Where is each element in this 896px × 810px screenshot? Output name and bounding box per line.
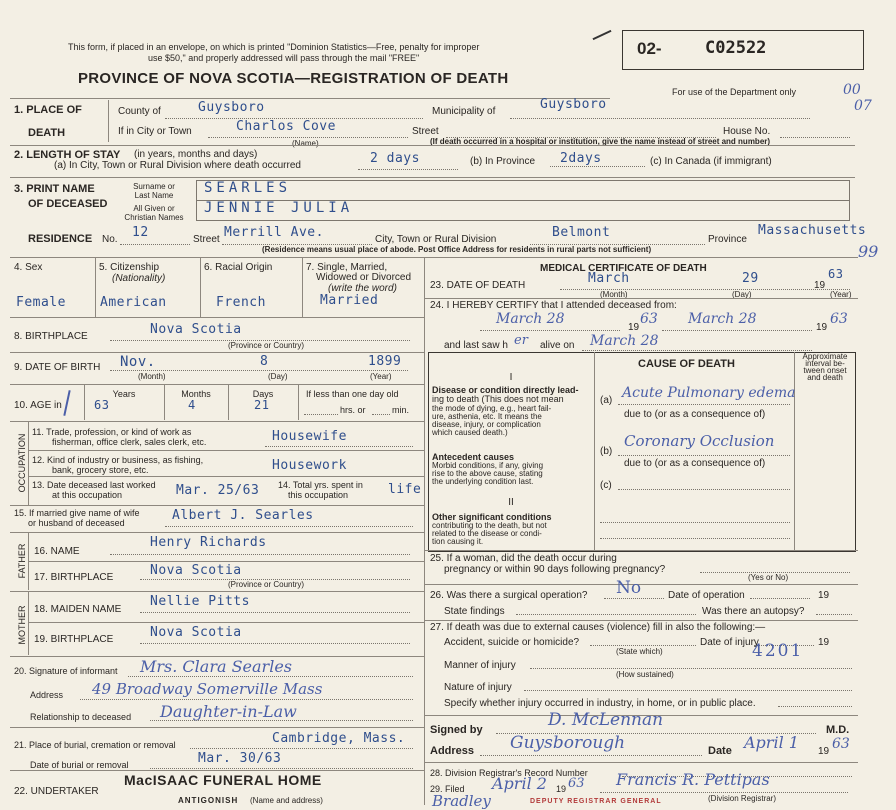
- registration-prefix: 02-: [637, 39, 662, 58]
- state-findings-label: State findings: [444, 606, 505, 617]
- filed-year-prefix: 19: [556, 784, 567, 794]
- manner-code: 4201: [752, 641, 804, 661]
- cause-a-label: (a): [600, 395, 613, 406]
- stay-province-value: 2days: [560, 151, 602, 166]
- city-town-value: Charlos Cove: [236, 119, 336, 134]
- interval-label-4: and death: [807, 373, 843, 382]
- mother-birthplace-label: 19. BIRTHPLACE: [34, 634, 114, 645]
- relationship-value: Daughter-in-Law: [160, 702, 297, 721]
- q25-yes-no-hint: (Yes or No): [748, 573, 789, 582]
- marital-label-3: (write the word): [328, 283, 397, 294]
- death-year: 63: [828, 267, 844, 281]
- surname-label-1: Surname or: [133, 182, 175, 191]
- signed-by-label: Signed by: [430, 724, 483, 736]
- father-birthplace-value: Nova Scotia: [150, 563, 242, 578]
- undertaker-hint: (Name and address): [250, 796, 323, 805]
- racial-origin-label: 6. Racial Origin: [204, 262, 273, 273]
- place-of-death-label: 1. PLACE OF: [14, 104, 82, 116]
- last-worked-label-1: 13. Date deceased last worked: [32, 480, 156, 490]
- father-name-label: 16. NAME: [34, 546, 80, 557]
- form-title: PROVINCE OF NOVA SCOTIA—REGISTRATION OF DEATH: [78, 70, 509, 87]
- part-one-label: I: [509, 372, 513, 383]
- attended-to-year: 63: [830, 311, 848, 327]
- other-label-4: tion causing it.: [432, 537, 484, 546]
- last-saw-label: and last saw h: [444, 340, 508, 351]
- birthplace-hint: (Province or Country): [228, 341, 305, 350]
- house-no-label: House No.: [723, 126, 771, 137]
- residence-street-value: Merrill Ave.: [224, 225, 324, 240]
- attended-to-year-prefix: 19: [816, 322, 828, 333]
- q25-label-1: 25. If a woman, did the death occur during: [430, 553, 617, 564]
- birthplace-label: 8. BIRTHPLACE: [14, 331, 88, 342]
- autopsy-label: Was there an autopsy?: [702, 606, 805, 617]
- specify-label: Specify whether injury occurred in industry, in home, or in public place.: [444, 698, 756, 709]
- residence-no-value: 12: [132, 225, 149, 240]
- death-year-hint: (Year): [830, 290, 852, 299]
- medical-certificate-title: MEDICAL CERTIFICATE OF DEATH: [540, 263, 707, 274]
- death-year-prefix: 19: [814, 280, 826, 291]
- length-of-stay-hint: (in years, months and days): [134, 149, 258, 160]
- disease-label-6: which caused death.): [432, 428, 508, 437]
- antecedent-label-4: the underlying condition last.: [432, 477, 534, 486]
- informant-signature: Mrs. Clara Searles: [140, 657, 292, 676]
- mother-maiden-value: Nellie Pitts: [150, 594, 250, 609]
- father-name-value: Henry Richards: [150, 535, 267, 550]
- spouse-label-1: 15. If married give name of wife: [14, 508, 140, 518]
- residence-label: RESIDENCE: [28, 233, 93, 245]
- registration-number: C02522: [705, 38, 767, 58]
- nature-label: Nature of injury: [444, 682, 512, 693]
- spouse-label-2: or husband of deceased: [28, 518, 125, 528]
- signature-year-prefix: 19: [818, 746, 830, 757]
- cause-of-death-title: CAUSE OF DEATH: [638, 358, 735, 370]
- citizenship-value: American: [100, 295, 167, 310]
- margin-mark-00: 00: [843, 82, 861, 98]
- death-day: 29: [742, 271, 759, 286]
- filed-label: 29. Filed: [430, 784, 465, 794]
- signature-date: April 1: [744, 733, 799, 752]
- death-month-hint: (Month): [600, 290, 628, 299]
- alive-on-label: alive on: [540, 340, 575, 351]
- registrar-record-label: 28. Division Registrar's Record Number: [430, 768, 588, 778]
- registrar-signature: Francis R. Pettipas: [616, 770, 770, 789]
- informant-address: 49 Broadway Somerville Mass: [92, 680, 323, 698]
- margin-mark-07: 07: [854, 98, 872, 114]
- total-years-label-2: this occupation: [288, 490, 349, 500]
- antecedent-label-3: rise to the above cause, stating: [432, 469, 543, 478]
- age-years-value: 63: [94, 398, 110, 412]
- dob-month: Nov.: [120, 354, 156, 370]
- dob-year: 1899: [368, 354, 402, 369]
- disease-label-1: Disease or condition directly lead-: [432, 385, 579, 395]
- residence-city-label: City, Town or Rural Division: [375, 234, 497, 245]
- age-years-label: Years: [112, 389, 136, 399]
- physician-address-label: Address: [430, 745, 475, 757]
- trade-value: Housewife: [272, 429, 347, 444]
- burial-date-value: Mar. 30/63: [198, 751, 282, 766]
- of-deceased-label: OF DECEASED: [28, 198, 108, 210]
- other-label-2: contributing to the death, but not: [432, 521, 547, 530]
- stay-city-label: (a) In City, Town or Rural Division where death occurred: [54, 160, 301, 171]
- certify-label: 24. I HEREBY CERTIFY that I attended deceased from:: [430, 300, 677, 311]
- cause-a-value: Acute Pulmonary edema: [622, 385, 796, 401]
- last-worked-value: Mar. 25/63: [176, 483, 260, 498]
- postal-notice-line2: use $50," and properly addressed will pass through the mail "FREE": [148, 53, 420, 63]
- disease-label-4: ure, asthenia, etc. It means the: [432, 412, 542, 421]
- burial-place-label: 21. Place of burial, cremation or removal: [14, 740, 176, 750]
- mother-side-label: MOTHER: [17, 605, 27, 645]
- undertaker-name: MacISAAC FUNERAL HOME: [124, 772, 322, 788]
- dob-month-hint: (Month): [138, 372, 166, 381]
- racial-origin-value: French: [216, 295, 266, 310]
- citizenship-hint: (Nationality): [112, 273, 166, 284]
- q27-label: 27. If death was due to external causes (violence) fill in also the following:—: [430, 622, 766, 633]
- minutes-label: min.: [392, 405, 410, 415]
- total-years-label-1: 14. Total yrs. spent in: [278, 480, 363, 490]
- physician-address: Guysborough: [510, 733, 626, 753]
- other-label-3: related to the disease or condi-: [432, 529, 542, 538]
- physician-signature: D. McLennan: [548, 710, 664, 730]
- industry-label-1: 12. Kind of industry or business, as fishing,: [32, 455, 204, 465]
- last-saw-her: er: [514, 333, 528, 348]
- signature-date-label: Date: [708, 745, 732, 757]
- q26-label: 26. Was there a surgical operation?: [430, 590, 588, 601]
- filed-date: April 2: [492, 774, 547, 793]
- sex-value: Female: [16, 295, 66, 310]
- municipality-value: Guysboro: [540, 97, 607, 112]
- marital-label-2: Widowed or Divorced: [316, 272, 412, 283]
- less-than-day-label: If less than one day old: [306, 389, 399, 399]
- accident-label: Accident, suicide or homicide?: [444, 637, 580, 648]
- birthplace-value: Nova Scotia: [150, 322, 242, 337]
- date-of-injury-label: Date of injury: [700, 637, 759, 648]
- undertaker-town: ANTIGONISH: [178, 796, 239, 805]
- surname-label-2: Last Name: [134, 191, 174, 200]
- city-town-label: If in City or Town: [118, 126, 192, 137]
- q25-label-2: pregnancy or within 90 days following pregnancy?: [444, 564, 666, 575]
- industry-value: Housework: [272, 458, 347, 473]
- operation-year-prefix: 19: [818, 590, 830, 601]
- attended-to: March 28: [688, 311, 757, 327]
- informant-address-label: Address: [30, 690, 64, 700]
- date-of-operation-label: Date of operation: [668, 590, 745, 601]
- how-sustained-hint: (How sustained): [616, 670, 674, 679]
- county-value: Guysboro: [198, 100, 265, 115]
- spouse-value: Albert J. Searles: [172, 508, 314, 523]
- cause-b-label: (b): [600, 446, 613, 457]
- interval-label-3: tween onset: [803, 366, 847, 375]
- total-years-value: life: [388, 482, 422, 497]
- hospital-note: (If death occurred in a hospital or institution, give the name instead of street and number): [430, 137, 771, 146]
- state-which-hint: (State which): [616, 647, 663, 656]
- industry-label-2: bank, grocery store, etc.: [52, 465, 149, 475]
- postal-notice-line1: This form, if placed in an envelope, on which is printed "Dominion Statistics—Free, penalty for improper: [68, 42, 480, 52]
- due-to-label-b: due to (or as a consequence of): [624, 458, 766, 469]
- antecedent-label-1: Antecedent causes: [432, 452, 515, 462]
- residence-province-value: Massachusetts: [758, 223, 867, 238]
- cause-c-label: (c): [600, 480, 612, 491]
- disease-label-5: disease, injury, or complication: [432, 420, 541, 429]
- mother-birthplace-value: Nova Scotia: [150, 625, 242, 640]
- father-birthplace-hint: (Province or Country): [228, 580, 305, 589]
- registrar-stamp: DEPUTY REGISTRAR GENERAL: [530, 798, 662, 805]
- residence-province-label: Province: [708, 234, 747, 245]
- burial-place-value: Cambridge, Mass.: [272, 731, 406, 746]
- attended-from: March 28: [496, 311, 565, 327]
- citizenship-label: 5. Citizenship: [99, 262, 160, 273]
- dob-year-hint: (Year): [370, 372, 392, 381]
- stay-city-value: 2 days: [370, 151, 420, 166]
- street-label: Street: [412, 126, 439, 137]
- dob-day: 8: [260, 354, 269, 369]
- residence-note: (Residence means usual place of abode. Post Office Address for residents in rural parts not sufficient): [262, 245, 652, 254]
- hours-label: hrs. or: [340, 405, 366, 415]
- check-mark: [593, 30, 612, 40]
- attended-from-year-prefix: 19: [628, 322, 640, 333]
- undertaker-label: 22. UNDERTAKER: [14, 786, 99, 797]
- dob-day-hint: (Day): [268, 372, 288, 381]
- burial-date-label: Date of burial or removal: [30, 760, 129, 770]
- cause-b-value: Coronary Occlusion: [624, 432, 775, 450]
- interval-label-1: Approximate: [802, 352, 848, 361]
- interval-label-2: interval be-: [805, 359, 845, 368]
- county-label: County of: [118, 106, 161, 117]
- residence-street-label: Street: [193, 234, 220, 245]
- department-use-note: For use of the Department only: [672, 87, 797, 97]
- death-month: March: [588, 271, 630, 286]
- marital-label-1: 7. Single, Married,: [306, 262, 388, 273]
- informant-signature-label: 20. Signature of informant: [14, 666, 118, 676]
- trade-label-2: fisherman, office clerk, sales clerk, etc.: [52, 437, 207, 447]
- of-death-label: DEATH: [28, 127, 66, 139]
- dob-label: 9. DATE OF BIRTH: [14, 362, 101, 373]
- death-day-hint: (Day): [732, 290, 752, 299]
- residence-city-value: Belmont: [552, 225, 611, 240]
- last-worked-label-2: at this occupation: [52, 490, 123, 500]
- due-to-label-a: due to (or as a consequence of): [624, 409, 766, 420]
- registrar-hint: (Division Registrar): [708, 794, 777, 803]
- attended-from-year: 63: [640, 311, 658, 327]
- father-birthplace-label: 17. BIRTHPLACE: [34, 572, 114, 583]
- injury-year-prefix: 19: [818, 637, 830, 648]
- mother-maiden-label: 18. MAIDEN NAME: [34, 604, 122, 615]
- given-label-1: All Given or: [133, 204, 175, 213]
- print-name-label: 3. PRINT NAME: [14, 183, 95, 195]
- age-days-value: 21: [254, 398, 270, 412]
- age-months-value: 4: [188, 398, 196, 412]
- last-saw-date: March 28: [590, 333, 659, 349]
- filed-year: 63: [568, 776, 585, 791]
- disease-label-2: ing to death (This does not mean: [432, 394, 564, 404]
- residence-no-label: No.: [102, 234, 118, 245]
- length-of-stay-label: 2. LENGTH OF STAY: [14, 149, 121, 161]
- age-label: 10. AGE in: [14, 400, 62, 411]
- date-of-death-label: 23. DATE OF DEATH: [430, 280, 526, 291]
- bottom-signature: Bradley: [432, 792, 491, 810]
- age-months-label: Months: [181, 389, 211, 399]
- margin-mark-99: 99: [858, 242, 879, 261]
- antecedent-label-2: Morbid conditions, if any, giving: [432, 461, 544, 470]
- given-names-value: JENNIE JULIA: [204, 200, 354, 216]
- sex-label: 4. Sex: [14, 262, 43, 273]
- manner-label: Manner of injury: [444, 660, 516, 671]
- municipality-label: Municipality of: [432, 106, 496, 117]
- registration-number-box: [622, 30, 864, 70]
- occupation-side-label: OCCUPATION: [17, 433, 27, 493]
- age-handwritten-mark: [63, 390, 70, 416]
- surname-value: SEARLES: [204, 180, 292, 196]
- relationship-label: Relationship to deceased: [30, 712, 132, 722]
- marital-value: Married: [320, 293, 379, 308]
- disease-label-3: the mode of dying, e.g., heart fail-: [432, 404, 552, 413]
- father-side-label: FATHER: [17, 543, 27, 579]
- stay-province-label: (b) In Province: [470, 156, 536, 167]
- signature-year: 63: [832, 736, 850, 752]
- q26-value: No: [616, 578, 642, 598]
- age-days-label: Days: [252, 389, 274, 399]
- name-hint: (Name): [292, 139, 319, 148]
- md-label: M.D.: [826, 724, 850, 736]
- trade-label-1: 11. Trade, profession, or kind of work as: [32, 427, 192, 437]
- given-label-2: Christian Names: [124, 213, 184, 222]
- part-two-label: II: [508, 497, 514, 508]
- other-label-1: Other significant conditions: [432, 512, 552, 522]
- stay-canada-label: (c) In Canada (if immigrant): [650, 156, 772, 167]
